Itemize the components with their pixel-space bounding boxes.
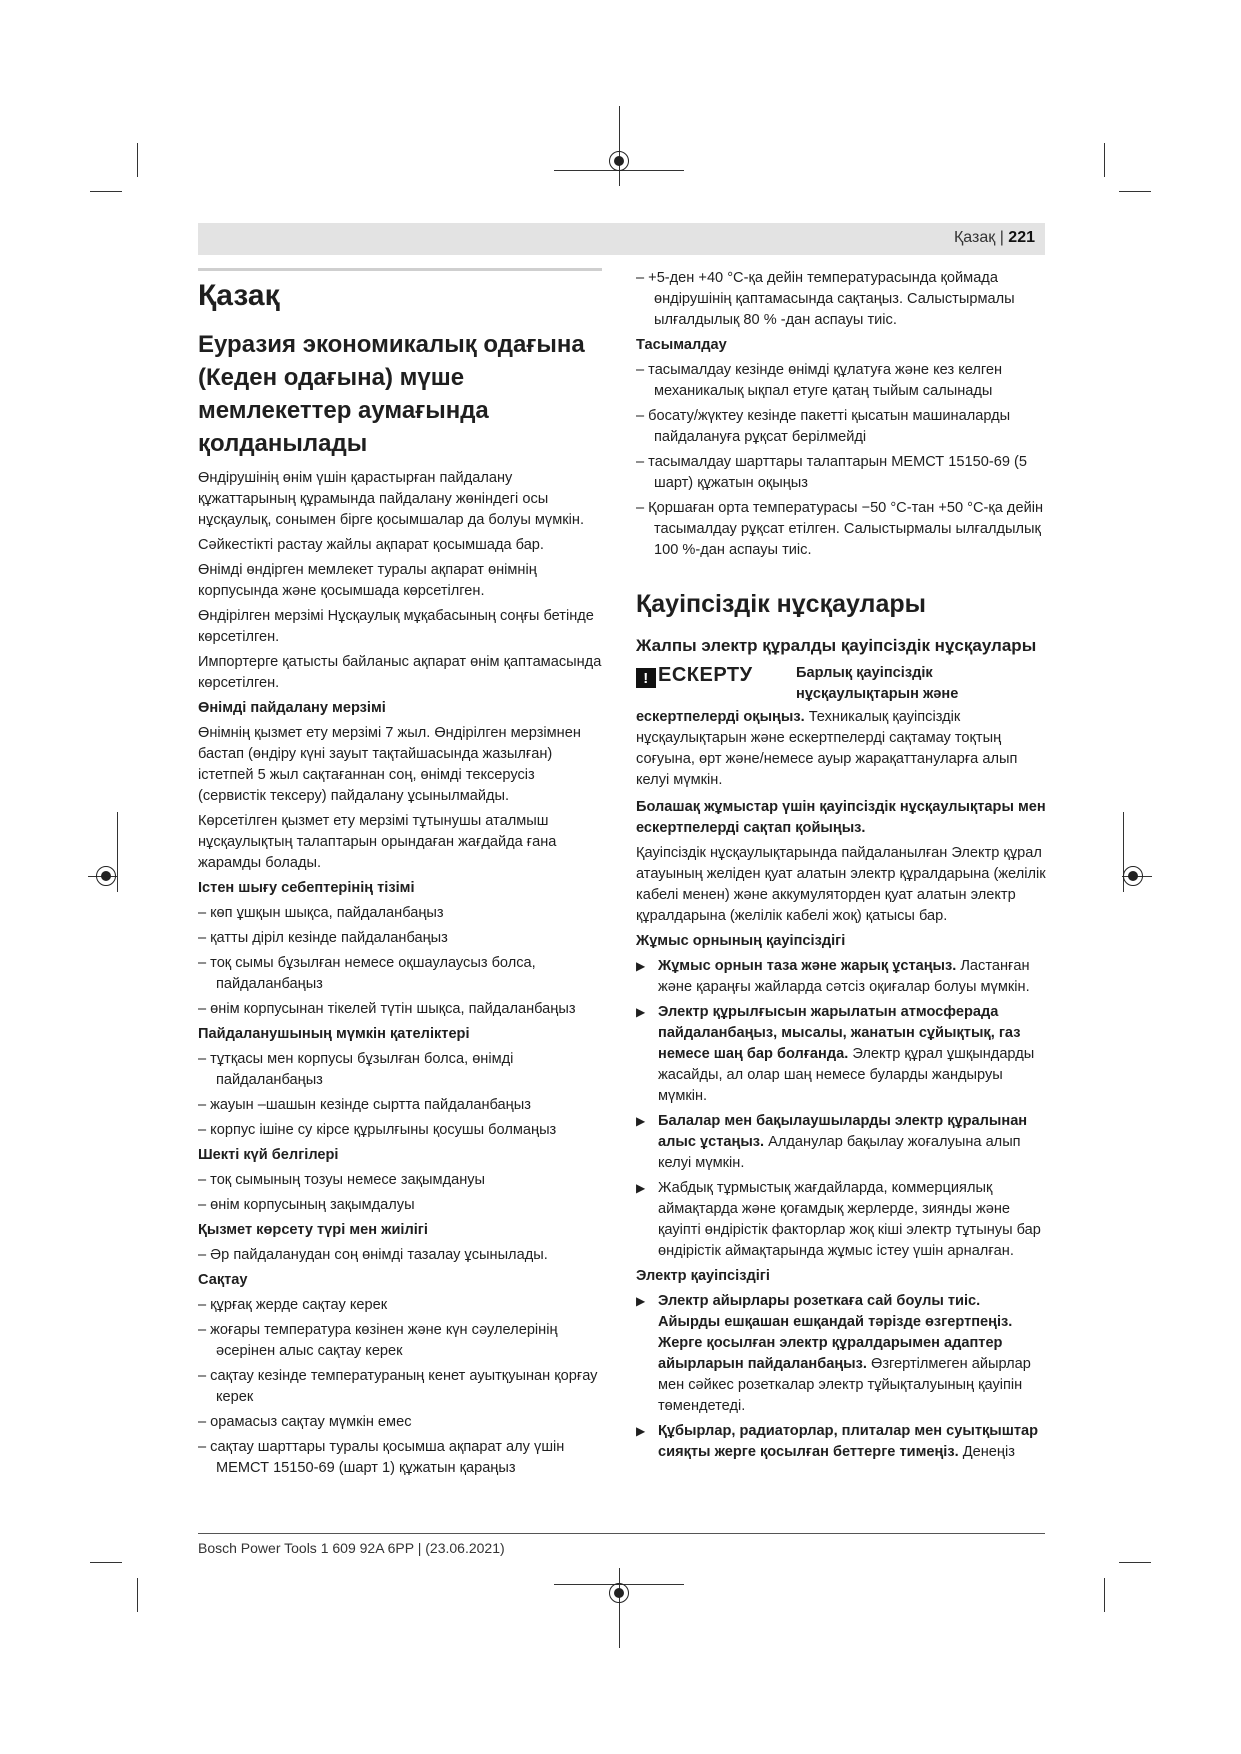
list-item: – өнім корпусының зақымдалуы (198, 1197, 415, 1213)
list-item: – құрғақ жерде сақтау керек (198, 1297, 388, 1313)
registration-mark-icon (1123, 866, 1143, 886)
page-footer: Bosch Power Tools 1 609 92A 6PP | (23.06.2021) (198, 1540, 505, 1556)
list-item: – тұтқасы мен корпусы бұзылған болса, өнімді пайдаланбаңыз (198, 1051, 514, 1088)
section-title-kazakh: Қазақ (198, 279, 280, 312)
registration-line (619, 1568, 620, 1648)
crop-mark (1104, 1578, 1105, 1612)
crop-mark (1119, 191, 1151, 192)
list-item: – жауын –шашын кезінде сыртта пайдаланбаңыз (198, 1097, 531, 1113)
right-column (636, 268, 1046, 1467)
bullet-item: ▶ Балалар мен бақылаушыларды электр құралынан алыс ұстаңыз. Алданулар бақылау жоғалуына алып келуі мүмкін. (636, 1113, 1028, 1171)
list-item: – сақтау шарттары туралы қосымша ақпарат алу үшін МЕМСТ 15150-69 (шарт 1) құжатын қараңыз (198, 1439, 565, 1476)
intro-paragraph: Өндірілген мерзімі Нұсқаулық мұқабасының соңғы бетінде көрсетілген. (198, 608, 594, 645)
warning-block (636, 663, 1046, 707)
list-item: – жоғары температура көзінен және күн сәулелерінің әсерінен алыс сақтау керек (198, 1322, 558, 1359)
crop-mark (1119, 1562, 1151, 1563)
bullet-triangle-icon: ▶ (636, 1114, 646, 1128)
crop-mark (90, 1562, 122, 1563)
list-item: – тасымалдау кезінде өнімді құлатуға және кез келген механикалық ықпал етуге қатаң тыйым салынады (636, 362, 1003, 399)
registration-mark-icon (609, 151, 629, 171)
warning-label: ЕСКЕРТУ (658, 664, 753, 686)
safety-title: Қауіпсіздік нұсқаулары (636, 590, 926, 618)
service-type-title: Қызмет көрсету түрі мен жиілігі (198, 1222, 428, 1238)
service-life-text: Өнімнің қызмет ету мерзімі 7 жыл. Өндірілген мерзімнен бастап (өндіру күні зауыт тақтайшасында жазылған) істетпей 5 жыл сақтағаннан соң, өнімді тексерусіз (сервистік тексеру) пайдалану ұсынылмайды. (198, 725, 581, 804)
registration-mark-icon (609, 1583, 629, 1603)
header-lang: Қазақ (953, 229, 996, 246)
header-text: Қазақ | 221 (953, 229, 1035, 246)
bullet-item: ▶ Жұмыс орнын таза және жарық ұстаңыз. Ластанған және қараңғы жайларда сәтсіз оқиғалар болуы мүмкін. (636, 958, 1030, 995)
service-life-text: Көрсетілген қызмет ету мерзімі тұтынушы аталмыш нұсқаулықтың талаптарын орындаған жағдайда ғана жарамды болады. (198, 813, 557, 871)
registration-line (117, 812, 118, 892)
list-item: – Әр пайдаланудан соң өнімді тазалау ұсынылады. (198, 1247, 548, 1263)
list-item: – корпус ішіне су кірсе құрылғыны қосушы болмаңыз (198, 1122, 557, 1138)
bullet-item: ▶ Электр құрылғысын жарылатын атмосферада пайдаланбаңыз, мысалы, жанатын сұйықтық, газ немесе шаң бар болғанда. Электр құрал ұшқындарды жасайды, ал олар шаң немесе буларды жандыруы мүмкін. (636, 1004, 1035, 1104)
transport-title: Тасымалдау (636, 337, 727, 353)
bullet-item: ▶ Жабдық тұрмыстық жағдайларда, коммерциялық аймақтарда және қоғамдық жерлерде, зиянды және қауіпті өндірістік факторлар жоқ кіші электр тұтынуы бар өндірістік аймақтарында жұмыс істеу үшін арналған. (636, 1180, 1041, 1259)
crop-mark (1104, 143, 1105, 177)
bullet-item: ▶ Электр айырлары розеткаға сай боулы тиіс. Айырды ешқашан ешқандай тәрізде өзгертпеңіз. Жерге қосылған электр құралдарымен адаптер айырларын пайдаланбаңыз. Өзгертілмеген айырлар мен сәйкес розеткалар электр тұйықталуының қауіпін төмендетеді. (636, 1293, 1031, 1414)
bullet-item: ▶ Құбырлар, радиаторлар, плиталар мен суытқыштар сияқты жерге қосылған беттерге тимеңіз. Денеңіз (636, 1423, 1039, 1460)
page-number: 221 (1008, 229, 1035, 246)
bullet-triangle-icon: ▶ (636, 1005, 646, 1019)
bullet-triangle-icon: ▶ (636, 1294, 646, 1308)
list-item: – орамасыз сақтау мүмкін емес (198, 1414, 412, 1430)
service-life-title: Өнімді пайдалану мерзімі (198, 700, 386, 716)
list-item: – тоқ сымының тозуы немесе зақымдануы (198, 1172, 486, 1188)
list-item: – көп ұшқын шықса, пайдаланбаңыз (198, 905, 444, 921)
limit-signs-title: Шекті күй белгілері (198, 1147, 339, 1163)
bullet-triangle-icon: ▶ (636, 959, 646, 973)
column-rule (198, 268, 602, 271)
general-safety-title: Жалпы электр құралды қауіпсіздік нұсқаулары (636, 636, 1037, 655)
list-item: – босату/жүктеу кезінде пакетті қысатын машиналарды пайдалануға рұқсат берілмейді (636, 408, 1011, 445)
intro-paragraph: Сәйкестікті растау жайлы ақпарат қосымшада бар. (198, 537, 544, 553)
list-item: – +5-ден +40 °C-қа дейін температурасында қоймада өндірушінің қаптамасында сақтаңыз. Салыстырмалы ылғалдылық 80 % -дан аспауы тиіс. (636, 270, 1015, 328)
list-item: – тасымалдау шарттары талаптарын МЕМСТ 15150-69 (5 шарт) құжатын оқыңыз (636, 454, 1027, 491)
registration-line (619, 106, 620, 186)
intro-paragraph: Импортерге қатысты байланыс ақпарат өнім қаптамасында көрсетілген. (198, 654, 602, 691)
warning-rest: Техникалық қауіпсіздік нұсқаулықтарын және ескертпелерді сақтамау тоқтың соғуына, өрт және/немесе ауыр жарақаттануларға алып келуі мүмкін. (636, 709, 1018, 788)
left-column (198, 278, 602, 1483)
storage-title: Сақтау (198, 1272, 248, 1288)
page-header (198, 223, 1045, 255)
user-errors-title: Пайдаланушының мүмкін қателіктері (198, 1026, 470, 1042)
list-item: – қатты діріл кезінде пайдаланбаңыз (198, 930, 448, 946)
intro-paragraph: Өндірушінің өнім үшін қарастырған пайдалану құжаттарының құрамында пайдалану жөніндегі осы нұсқаулық, сонымен бірге қосымшалар да болуы мүмкін. (198, 470, 584, 528)
workplace-title: Жұмыс орнының қауіпсіздігі (636, 933, 846, 949)
crop-mark (137, 143, 138, 177)
list-item: – өнім корпусынан тікелей түтін шықса, пайдаланбаңыз (198, 1001, 576, 1017)
warning-text (636, 707, 1046, 791)
list-item: – Қоршаған орта температурасы −50 °C-тан +50 °C-қа дейін тасымалдау рұқсат етілген. Салыстырмалы ылғалдылық 100 %-дан аспауы тиіс. (636, 500, 1044, 558)
crop-mark (137, 1578, 138, 1612)
warning-badge (636, 665, 753, 688)
footer-rule (198, 1533, 1045, 1534)
electrical-title: Электр қауіпсіздігі (636, 1268, 770, 1284)
failure-title: Істен шығу себептерінің тізімі (198, 880, 415, 896)
warning-bold: ескертпелерді оқыңыз. (636, 709, 805, 725)
warning-side-text: Барлық қауіпсіздік нұсқаулықтарын және (796, 665, 959, 702)
keep-instructions-text: Қауіпсіздік нұсқаулықтарында пайдаланылған Электр құрал атауының желіден қуат алатын электр құралдарына (желілік кабелі менен) және аккумуляторден қуат алатын электр құралдарына (желілік кабелі жоқ) қатысы бар. (636, 845, 1046, 924)
registration-mark-icon (96, 866, 116, 886)
crop-mark (90, 191, 122, 192)
list-item: – тоқ сымы бұзылған немесе оқшаулаусыз болса, пайдаланбаңыз (198, 955, 536, 992)
warning-triangle-icon: ! (636, 668, 656, 688)
bullet-triangle-icon: ▶ (636, 1181, 646, 1195)
bullet-triangle-icon: ▶ (636, 1424, 646, 1438)
list-item: – сақтау кезінде температураның кенет ауытқуынан қорғау керек (198, 1368, 598, 1405)
eaeu-title: Еуразия экономикалық одағына (Кеден одағына) мүше мемлекеттер аумағында қолданылады (198, 331, 585, 457)
intro-paragraph: Өнімді өндірген мемлекет туралы ақпарат өнімнің корпусында және қосымшада көрсетілген. (198, 562, 537, 599)
keep-instructions-title: Болашақ жұмыстар үшін қауіпсіздік нұсқаулықтары мен ескертпелерді сақтап қойыңыз. (636, 799, 1046, 836)
